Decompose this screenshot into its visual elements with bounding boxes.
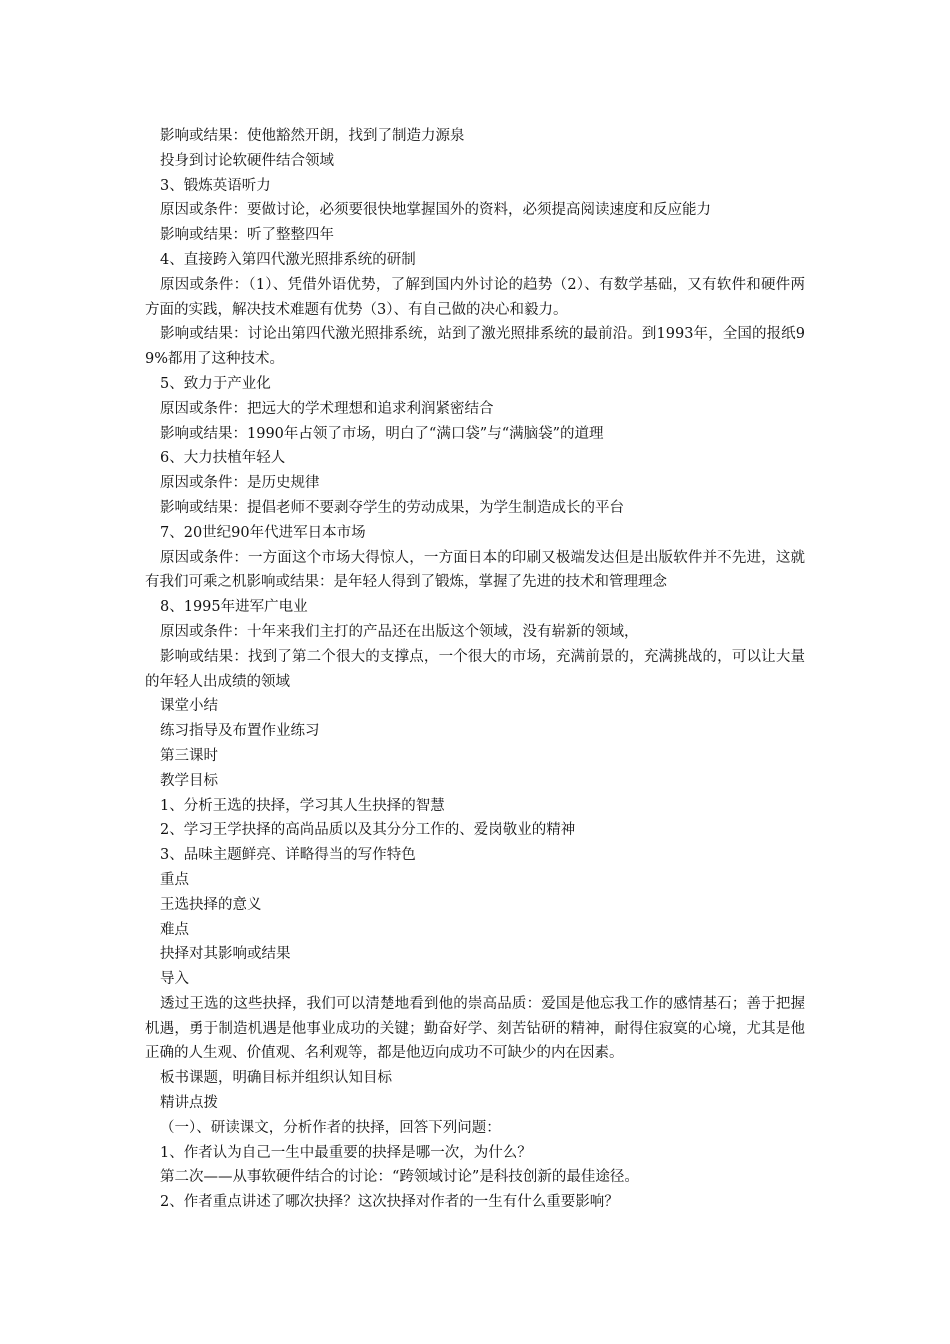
paragraph: （一）、研读课文，分析作者的抉择，回答下列问题： [160,1119,501,1136]
paragraph: 1、分析王选的抉择，学习其人生抉择的智慧 [160,797,445,814]
paragraph: 教学目标 [160,772,218,789]
paragraph: 精讲点拨 [160,1095,218,1112]
paragraph: 原因或条件：把远大的学术理想和追求利润紧密结合 [160,400,494,417]
paragraph: 3、锻炼英语听力 [160,177,271,194]
paragraph: 抉择对其影响或结果 [160,946,291,963]
paragraph: 练习指导及布置作业练习 [160,723,320,740]
paragraph: 8、1995年进军广电业 [160,599,308,616]
paragraph: 导入 [160,971,189,988]
paragraph: 课堂小结 [160,698,218,715]
paragraph: 影响或结果：提倡老师不要剥夺学生的劳动成果，为学生制造成长的平台 [160,499,624,516]
paragraph: 难点 [160,921,189,938]
paragraph: 6、大力扶植年轻人 [160,450,286,467]
paragraph: 3、品味主题鲜亮、详略得当的写作特色 [160,847,416,864]
paragraph: 原因或条件：十年来我们主打的产品还在出版这个领域，没有崭新的领域， [160,623,639,640]
paragraph: 第二次——从事软硬件结合的讨论：“跨领域讨论”是科技创新的最佳途径。 [160,1169,639,1186]
document-body [145,124,805,1215]
paragraph: 5、致力于产业化 [160,375,271,392]
paragraph: 王选抉择的意义 [160,896,262,913]
paragraph: 重点 [160,871,189,888]
paragraph: 影响或结果：听了整整四年 [160,227,334,244]
paragraph: 2、作者重点讲述了哪次抉择？这次抉择对作者的一生有什么重要影响？ [160,1194,619,1211]
paragraph: 影响或结果：使他豁然开朗，找到了制造力源泉 [160,128,465,144]
paragraph: 影响或结果：1990年占领了市场，明白了“满口袋”与“满脑袋”的道理 [160,425,604,442]
paragraph: 影响或结果：讨论出第四代激光照排系统，站到了激光照排系统的最前沿。到1993年，全国的报纸99%都用了这种技术。 [145,326,805,368]
paragraph: 7、20世纪90年代进军日本市场 [160,524,366,541]
paragraph: 原因或条件：要做讨论，必须要很快地掌握国外的资料，必须提高阅读速度和反应能力 [160,202,711,219]
paragraph: 透过王选的这些抉择，我们可以清楚地看到他的崇高品质：爱国是他忘我工作的感情基石；善于把握机遇，勇于制造机遇是他事业成功的关键；勤奋好学、刻苦钻研的精神，耐得住寂寞的心境，尤其是他正确的人生观、价值观、名利观等，都是他迈向成功不可缺少的内在因素。 [145,995,805,1062]
paragraph: 4、直接跨入第四代激光照排系统的研制 [160,251,416,268]
paragraph: 影响或结果：找到了第二个很大的支撑点，一个很大的市场，充满前景的，充满挑战的，可以让大量的年轻人出成绩的领域 [145,648,805,690]
paragraph: 原因或条件：是历史规律 [160,475,320,492]
paragraph: 2、学习王学抉择的高尚品质以及其分分工作的、爱岗敬业的精神 [160,822,576,839]
paragraph: 原因或条件：一方面这个市场大得惊人，一方面日本的印刷又极端发达但是出版软件并不先进，这就有我们可乘之机影响或结果：是年轻人得到了锻炼，掌握了先进的技术和管理理念 [145,549,805,591]
paragraph: 原因或条件：（1）、凭借外语优势，了解到国内外讨论的趋势（2）、有数学基础，又有软件和硬件两方面的实践，解决技术难题有优势（3）、有自己做的决心和毅力。 [145,276,805,318]
paragraph: 第三课时 [160,747,218,764]
paragraph: 1、作者认为自己一生中最重要的抉择是哪一次，为什么？ [160,1144,532,1161]
paragraph: 投身到讨论软硬件结合领域 [160,152,334,169]
paragraph: 板书课题，明确目标并组织认知目标 [160,1070,392,1087]
